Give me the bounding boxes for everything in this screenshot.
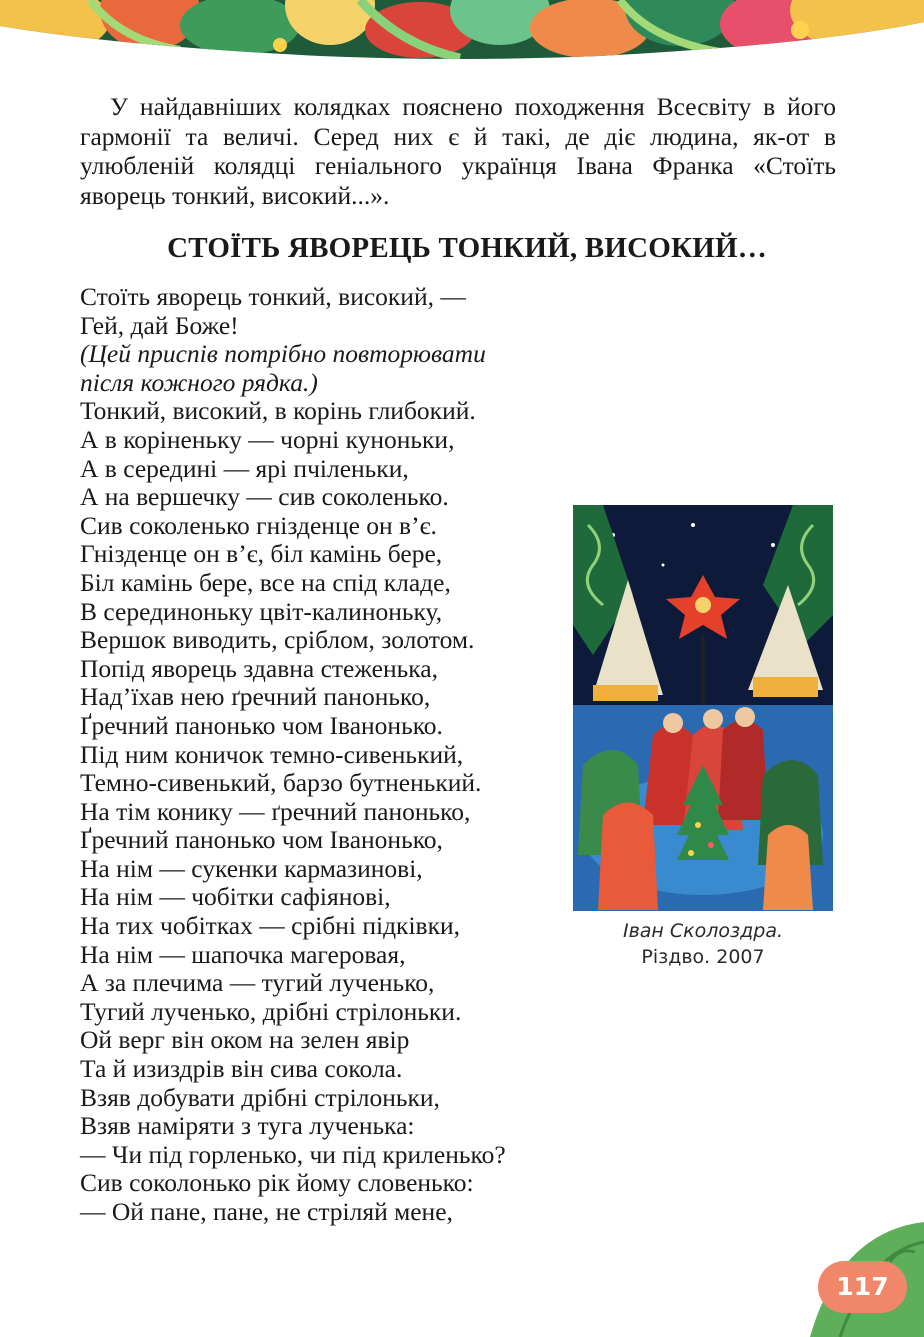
caption-work: Різдво. 2007 xyxy=(641,946,765,968)
painting-illustration xyxy=(573,505,833,911)
verse-line: Гнізденце он в’є, біл камінь бере, xyxy=(80,539,443,569)
verse-line: Тугий лученько, дрібні стрілоньки. xyxy=(80,996,462,1026)
verse-line: Попід яворець здавна стеженька, xyxy=(80,653,438,683)
verse-line: На тім конику — ґречний панонько, xyxy=(80,796,471,826)
verse-line: Та й изиздрів він сива сокола. xyxy=(80,1054,403,1084)
verse-line: А за плечима — тугий лученько, xyxy=(80,968,435,998)
verse-line: Ой верг він оком на зелен явір xyxy=(80,1025,410,1055)
verse-line: Сив соколенько гнізденце он в’є. xyxy=(80,510,437,540)
verse-line: Темно-сивенький, барзо бутненький. xyxy=(80,768,482,798)
verse-line: — Ой пане, пане, не стріляй мене, xyxy=(80,1197,453,1226)
decorative-floral-banner xyxy=(0,0,924,62)
poem-verse xyxy=(80,283,620,1227)
verse-line: Стоїть яворець тонкий, високий, — xyxy=(80,282,466,311)
verse-line: На нім — чобітки сафіянові, xyxy=(80,882,391,912)
verse-line: Біл камінь бере, все на спід кладе, xyxy=(80,567,451,597)
verse-line: А в середині — ярі пчіленьки, xyxy=(80,453,409,483)
verse-line: А на вершечку — сив соколенько. xyxy=(80,482,449,512)
verse-line: Над’їхав нею ґречний панонько, xyxy=(80,682,431,712)
verse-line: Гей, дай Боже! xyxy=(80,310,239,340)
floral-banner-illustration xyxy=(0,0,924,62)
verse-line: На нім — сукенки кармазинові, xyxy=(80,853,423,883)
verse-line: Сив соколонько рік йому словенько: xyxy=(80,1168,474,1198)
verse-line: А в коріненьку — чорні куноньки, xyxy=(80,424,455,454)
verse-line: Тонкий, високий, в корінь глибокий. xyxy=(80,396,476,426)
verse-line: Вершок виводить, сріблом, золотом. xyxy=(80,625,475,655)
christmas-painting xyxy=(573,505,833,911)
verse-line: Ґречний панонько чом Іванонько, xyxy=(80,825,443,855)
caption-author: Іван Сколоздра. xyxy=(622,920,784,942)
verse-line: — Чи під горленько, чи під криленько? xyxy=(80,1139,506,1169)
verse-line: Ґречний панонько чом Іванонько. xyxy=(80,710,443,740)
poem-title: СТОЇТЬ ЯВОРЕЦЬ ТОНКИЙ, ВИСОКИЙ… xyxy=(167,232,767,264)
verse-line: На тих чобітках — срібні підківки, xyxy=(80,911,460,941)
verse-line: Взяв наміряти з туга лученька: xyxy=(80,1111,415,1141)
verse-line: Взяв добувати дрібні стрілоньки, xyxy=(80,1082,440,1112)
painting-caption xyxy=(573,918,833,970)
refrain-note: після кожного рядка.) xyxy=(80,367,318,397)
verse-line: В серединоньку цвіт-калиноньку, xyxy=(80,596,443,626)
page-number-badge: 117 xyxy=(818,1261,907,1313)
intro-paragraph: У найдавніших колядках пояснено походження Всесвіту в його гармонії та величі. Серед них є й такі, де діє людина, як-от в улюбленій колядці геніального українця Івана Франка «Стоїть яворець тонкий, високий...». xyxy=(80,92,836,210)
verse-line: На нім — шапочка магеровая, xyxy=(80,939,406,969)
refrain-note: (Цей приспів потрібно повторювати xyxy=(80,339,486,369)
verse-line: Під ним коничок темно-сивенький, xyxy=(80,739,464,769)
